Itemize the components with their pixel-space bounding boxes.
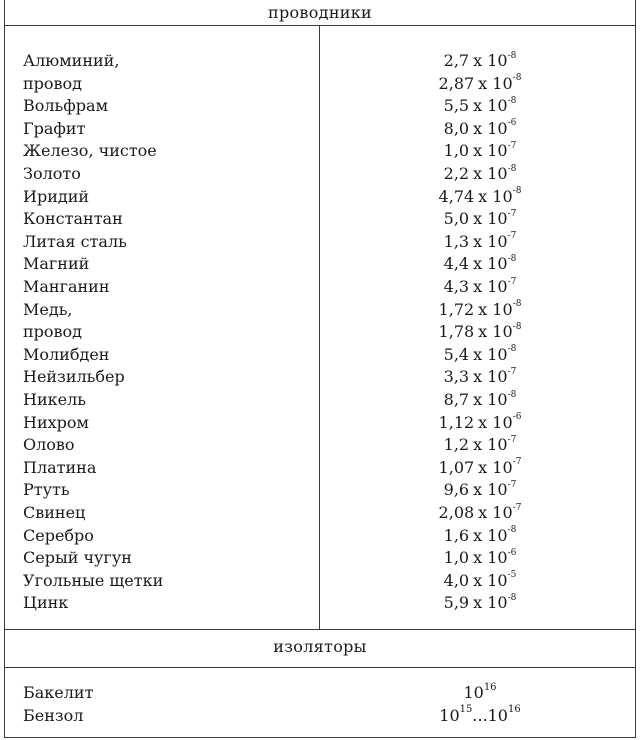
times-sign: x [473, 548, 483, 568]
value-mantissa: 5,5 [443, 96, 470, 116]
value-exponent: -8 [507, 50, 517, 61]
resistivity-value: 1,12 x $10^{-6}$ [438, 412, 522, 432]
times-sign: x [473, 164, 483, 183]
resistivity-value: 9,6 x $10^{-7}$ [443, 480, 517, 500]
value-mantissa: 5,0 [443, 209, 470, 229]
table-row [5, 479, 635, 502]
value-mantissa: 9,6 [443, 480, 470, 500]
table-row [5, 50, 635, 73]
times-sign: x [473, 390, 483, 409]
value-mantissa: 8,7 [443, 390, 470, 409]
range-dots: ... [472, 705, 488, 725]
material-name: Алюминий, [23, 51, 120, 70]
material-name: Нихром [23, 412, 89, 432]
resistivity-value: 5,5 x $10^{-8}$ [443, 95, 517, 116]
value-exponent: -8 [512, 186, 522, 197]
resistivity-value: 2,87 x $10^{-8}$ [438, 73, 522, 93]
table-row [5, 163, 635, 186]
material-name: провод [23, 322, 83, 342]
times-sign: x [478, 503, 488, 522]
value-mantissa: 1,0 [443, 141, 470, 161]
value-exponent: -7 [507, 208, 517, 219]
material-name: Угольные щетки [23, 570, 164, 590]
value-mantissa: 2,7 [443, 51, 470, 70]
resistivity-value: 1,3 x $10^{-7}$ [443, 231, 517, 251]
resistivity-value: 1,0 x $10^{-6}$ [443, 547, 517, 568]
material-name: Свинец [23, 503, 86, 522]
times-sign: x [478, 299, 488, 319]
resistivity-value: 2,2 x $10^{-8}$ [443, 163, 517, 183]
material-name: Константан [23, 209, 123, 229]
times-sign: x [473, 231, 483, 251]
table-row [5, 344, 635, 367]
table-row [5, 299, 635, 322]
material-name: Серый чугун [23, 548, 132, 568]
value-exponent: -8 [512, 73, 522, 84]
resistivity-value: 4,3 x $10^{-7}$ [443, 276, 517, 296]
resistivity-value: 1,0 x $10^{-7}$ [443, 141, 517, 161]
material-name: Ртуть [23, 480, 70, 500]
resistivity-value: 8,0 x $10^{-6}$ [443, 118, 517, 138]
table-row [5, 592, 635, 615]
value-mantissa: 1,07 [438, 457, 475, 477]
material-name: Цинк [23, 593, 69, 613]
section-divider-bottom [5, 667, 635, 668]
material-name: Серебро [23, 525, 94, 545]
table-row [5, 525, 635, 548]
resistivity-value [335, 705, 625, 728]
value-mantissa: 5,4 [443, 344, 470, 364]
value-exponent: -8 [507, 593, 517, 604]
times-sign: x [478, 457, 488, 477]
value-mantissa: 4,4 [443, 254, 470, 274]
value-mantissa: 4,3 [443, 277, 470, 296]
value-exponent: -8 [507, 254, 517, 265]
value-mantissa: 2,87 [438, 73, 475, 93]
insulators-header: изоляторы [273, 637, 367, 656]
value-exponent: 15 [459, 704, 473, 716]
resistivity-value: 5,0 x $10^{-7}$ [443, 208, 517, 229]
material-name: Никель [23, 390, 86, 409]
times-sign: x [473, 96, 483, 116]
value-exponent: -8 [507, 344, 517, 355]
value-exponent: -8 [507, 95, 517, 106]
value-mantissa: 8,0 [443, 118, 470, 138]
resistivity-value: 8,7 x $10^{-8}$ [443, 389, 517, 409]
table-row [5, 434, 635, 457]
section-divider-top [5, 629, 635, 630]
material-name: Золото [23, 164, 81, 183]
material-name: Литая сталь [23, 231, 127, 251]
value-mantissa: 4,0 [443, 570, 470, 590]
value-exponent: -8 [507, 525, 517, 536]
material-name: Олово [23, 435, 75, 455]
times-sign: x [473, 254, 483, 274]
value-exponent: -7 [507, 276, 517, 287]
resistivity-value [335, 682, 625, 705]
resistivity-value: 4,0 x $10^{-5}$ [443, 570, 517, 590]
table-row [5, 140, 635, 163]
material-name: Молибден [23, 344, 110, 364]
value-mantissa: 3,3 [443, 367, 470, 387]
value-exponent: -8 [512, 299, 522, 310]
value-mantissa: 2,2 [443, 164, 470, 183]
times-sign: x [473, 570, 483, 590]
value-base: 10 [439, 705, 460, 725]
table-row [5, 253, 635, 276]
table-row [5, 682, 635, 705]
resistivity-value: 1,72 x $10^{-8}$ [438, 299, 522, 319]
resistivity-value: 3,3 x $10^{-7}$ [443, 367, 517, 387]
value-exponent: -7 [507, 480, 517, 491]
resistivity-value: 5,9 x $10^{-8}$ [443, 593, 517, 613]
value-exponent: -5 [507, 570, 517, 581]
material-name: Бензол [23, 705, 84, 725]
times-sign: x [478, 186, 488, 206]
value-exponent: -6 [507, 118, 517, 129]
value-exponent: -8 [507, 163, 517, 174]
times-sign: x [473, 141, 483, 161]
resistivity-value: 2,7 x $10^{-8}$ [443, 50, 517, 70]
value-mantissa: 5,9 [443, 593, 470, 613]
value-exponent: -6 [507, 547, 517, 558]
material-name: Иридий [23, 186, 90, 206]
table-row [5, 186, 635, 209]
value-base: 10 [463, 683, 484, 702]
material-name: Манганин [23, 277, 110, 296]
table-row [5, 457, 635, 480]
table-row [5, 95, 635, 118]
times-sign: x [478, 73, 488, 93]
times-sign: x [473, 480, 483, 500]
table-row [5, 366, 635, 389]
table-row [5, 547, 635, 570]
value-mantissa: 1,12 [438, 412, 475, 432]
value-exponent: -8 [512, 321, 522, 332]
value-mantissa: 1,2 [443, 435, 470, 455]
table-row [5, 412, 635, 435]
times-sign: x [473, 118, 483, 138]
value-mantissa: 2,08 [438, 503, 475, 522]
value-mantissa: 1,6 [443, 525, 470, 545]
resistivity-value: 2,08 x $10^{-7}$ [438, 502, 522, 522]
table-row [5, 705, 635, 728]
resistivity-value: 1,6 x $10^{-8}$ [443, 525, 517, 545]
times-sign: x [473, 593, 483, 613]
times-sign: x [473, 367, 483, 387]
table-row [5, 276, 635, 299]
header-divider [5, 25, 635, 26]
value-mantissa: 1,78 [438, 322, 475, 342]
times-sign: x [473, 51, 483, 70]
material-name: Железо, чистое [23, 141, 157, 161]
times-sign: x [478, 412, 488, 432]
material-name: Вольфрам [23, 96, 109, 116]
resistivity-value: 4,4 x $10^{-8}$ [443, 254, 517, 274]
conductors-header: проводники [267, 3, 373, 22]
value-mantissa: 1,0 [443, 548, 470, 568]
material-name: Бакелит [23, 683, 94, 702]
times-sign: x [473, 525, 483, 545]
table-row [5, 231, 635, 254]
material-name: провод [23, 73, 83, 93]
table-row [5, 208, 635, 231]
value-exponent: -7 [507, 434, 517, 445]
value-exponent-upper: 16 [507, 704, 521, 716]
times-sign: x [473, 435, 483, 455]
table-row [5, 389, 635, 412]
times-sign: x [478, 322, 488, 342]
table-row [5, 73, 635, 96]
table-row [5, 570, 635, 593]
table-row [5, 502, 635, 525]
value-exponent: -8 [507, 389, 517, 400]
table-row [5, 118, 635, 141]
value-mantissa: 1,3 [443, 231, 470, 251]
material-name: Графит [23, 118, 86, 138]
material-name: Магний [23, 254, 90, 274]
resistivity-value: 4,74 x $10^{-8}$ [438, 186, 522, 206]
value-mantissa: 1,72 [438, 299, 475, 319]
value-mantissa: 4,74 [438, 186, 475, 206]
material-name: Медь, [23, 299, 73, 319]
times-sign: x [473, 344, 483, 364]
value-exponent: -7 [507, 141, 517, 152]
resistivity-value: 1,2 x $10^{-7}$ [443, 434, 517, 455]
resistivity-value: 1,78 x $10^{-8}$ [438, 321, 522, 342]
value-exponent: -7 [512, 457, 522, 468]
value-base-upper: 10 [487, 705, 508, 725]
value-exponent: -7 [512, 502, 522, 513]
value-exponent: 16 [483, 681, 497, 693]
times-sign: x [473, 277, 483, 296]
value-exponent: -7 [507, 367, 517, 378]
value-exponent: -7 [507, 231, 517, 242]
resistivity-value: 5,4 x $10^{-8}$ [443, 344, 517, 364]
table-row [5, 321, 635, 344]
times-sign: x [473, 209, 483, 229]
value-exponent: -6 [512, 412, 522, 423]
material-name: Платина [23, 457, 97, 477]
resistivity-table [4, 0, 636, 738]
resistivity-value: 1,07 x $10^{-7}$ [438, 457, 522, 477]
material-name: Нейзильбер [23, 367, 125, 387]
